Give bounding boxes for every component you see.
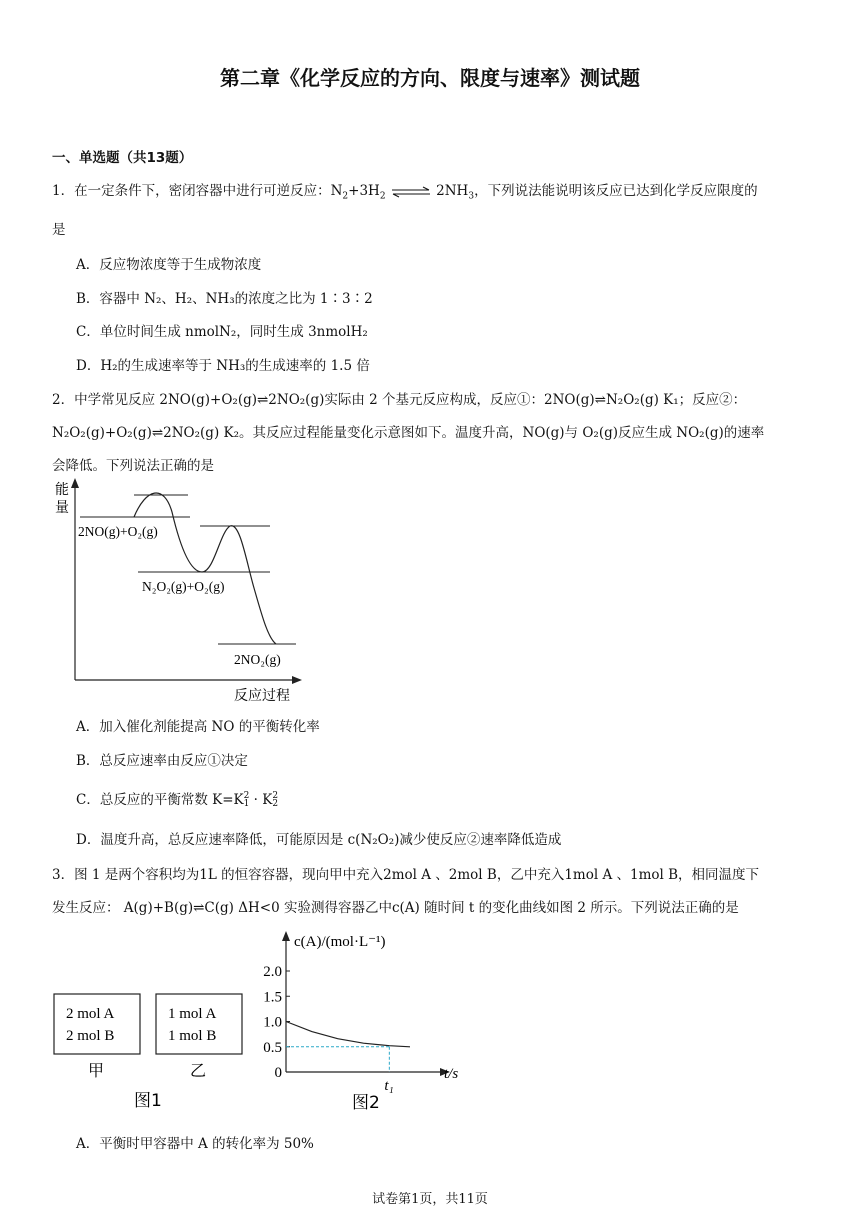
page-footer: 试卷第1页，共11页 [372, 1192, 488, 1207]
figure-2-chart [250, 926, 480, 1116]
chart-x-tick-t1: t₁ [384, 1078, 394, 1094]
chart-y-arrow-icon [282, 931, 290, 941]
chart-y-tick-label: 1.0 [263, 1014, 282, 1031]
figure-1-caption: 图1 [134, 1091, 162, 1111]
figure-1 [50, 990, 250, 1114]
label-product: 2NO₂(g) [234, 652, 281, 667]
q2-option-a[interactable]: A．加入催化剂能提高 NO 的平衡转化率 [76, 719, 320, 735]
question-3-line-2: 发生反应： A(g)+B(g)⇌C(g) ΔH<0 实验测得容器乙中c(A) 随时间 t 的变化曲线如图 2 所示。下列说法正确的是 [52, 900, 739, 916]
q2-option-c[interactable]: C．总反应的平衡常数 K=K 2 1 · K 2 2 [76, 791, 279, 809]
label-intermediate: N₂O₂(g)+O₂(g) [142, 579, 225, 594]
question-2-line-3: 会降低。下列说法正确的是 [52, 458, 214, 474]
container-yi [156, 994, 242, 1054]
q1-option-d[interactable]: D．H₂的生成速率等于 NH₃的生成速率的 1.5 倍 [76, 358, 370, 374]
container-yi-line-2: 1 mol B [168, 1028, 217, 1044]
label-reaction-progress: 反应过程 [234, 688, 290, 704]
chart-y-tick-label: 0.5 [263, 1039, 282, 1056]
chart-y-tick-label: 0 [274, 1065, 282, 1081]
equilibrium-arrow-icon [391, 186, 431, 198]
x-axis-arrow-icon [292, 676, 302, 684]
chart-y-tick-label: 2.0 [263, 964, 282, 980]
energy-curve [134, 493, 276, 644]
label-reactant: 2NO(g)+O₂(g) [78, 524, 158, 539]
y-axis-arrow-icon [71, 478, 79, 488]
question-2-line-2: N₂O₂(g)+O₂(g)⇌2NO₂(g) K₂。其反应过程能量变化示意图如下。温度升高，NO(g)与 O₂(g)反应生成 NO₂(g)的速率 [52, 425, 765, 441]
chart-y-tick-label: 1.5 [263, 989, 282, 1006]
energy-axis-label-2: 量 [55, 500, 69, 516]
section-heading: 一、单选题（共13题） [52, 150, 193, 166]
q1-option-a[interactable]: A．反应物浓度等于生成物浓度 [76, 257, 262, 273]
q2-option-d[interactable]: D．温度升高，总反应速率降低，可能原因是 c(N₂O₂)减少使反应②速率降低造成 [76, 832, 562, 848]
container-yi-label: 乙 [190, 1061, 207, 1080]
container-jia [54, 994, 140, 1054]
energy-axis-label-1: 能 [55, 482, 69, 498]
container-jia-line-2: 2 mol B [66, 1028, 115, 1044]
q3-option-a[interactable]: A．平衡时甲容器中 A 的转化率为 50% [76, 1136, 314, 1152]
q1-option-b[interactable]: B．容器中 N₂、H₂、NH₃的浓度之比为 1∶3∶2 [76, 291, 373, 307]
chart-series-line [286, 1022, 410, 1047]
question-1-stem: 1．在一定条件下，密闭容器中进行可逆反应：$N_2+3H_2$ $2NH_3$，下列说法能说明该反应已达到化学反应限度的 [52, 183, 758, 202]
question-3-line-1: 3．图 1 是两个容积均为1L 的恒容容器，现向甲中充入2mol A 、2mol B，乙中充入1mol A 、1mol B，相同温度下 [52, 867, 760, 883]
container-yi-line-1: 1 mol A [168, 1006, 217, 1022]
question-2-line-1: 2．中学常见反应 2NO(g)+O₂(g)⇌2NO₂(g)实际由 2 个基元反应构成，反应①：2NO(g)⇌N₂O₂(g) K₁；反应②： [52, 392, 747, 408]
chart-x-label: t/s [444, 1066, 459, 1082]
energy-diagram [50, 476, 310, 706]
q2-option-b[interactable]: B．总反应速率由反应①决定 [76, 753, 248, 769]
page-title: 第二章《化学反应的方向、限度与速率》测试题 [220, 66, 640, 90]
figure-2-caption: 图2 [352, 1093, 380, 1113]
container-jia-label: 甲 [88, 1061, 105, 1080]
question-1-stem-cont: 是 [52, 222, 66, 238]
chart-y-label: c(A)/(mol·L⁻¹) [294, 934, 386, 950]
container-jia-line-1: 2 mol A [66, 1006, 115, 1022]
q1-option-c[interactable]: C．单位时间生成 nmolN₂，同时生成 3nmolH₂ [76, 324, 368, 340]
